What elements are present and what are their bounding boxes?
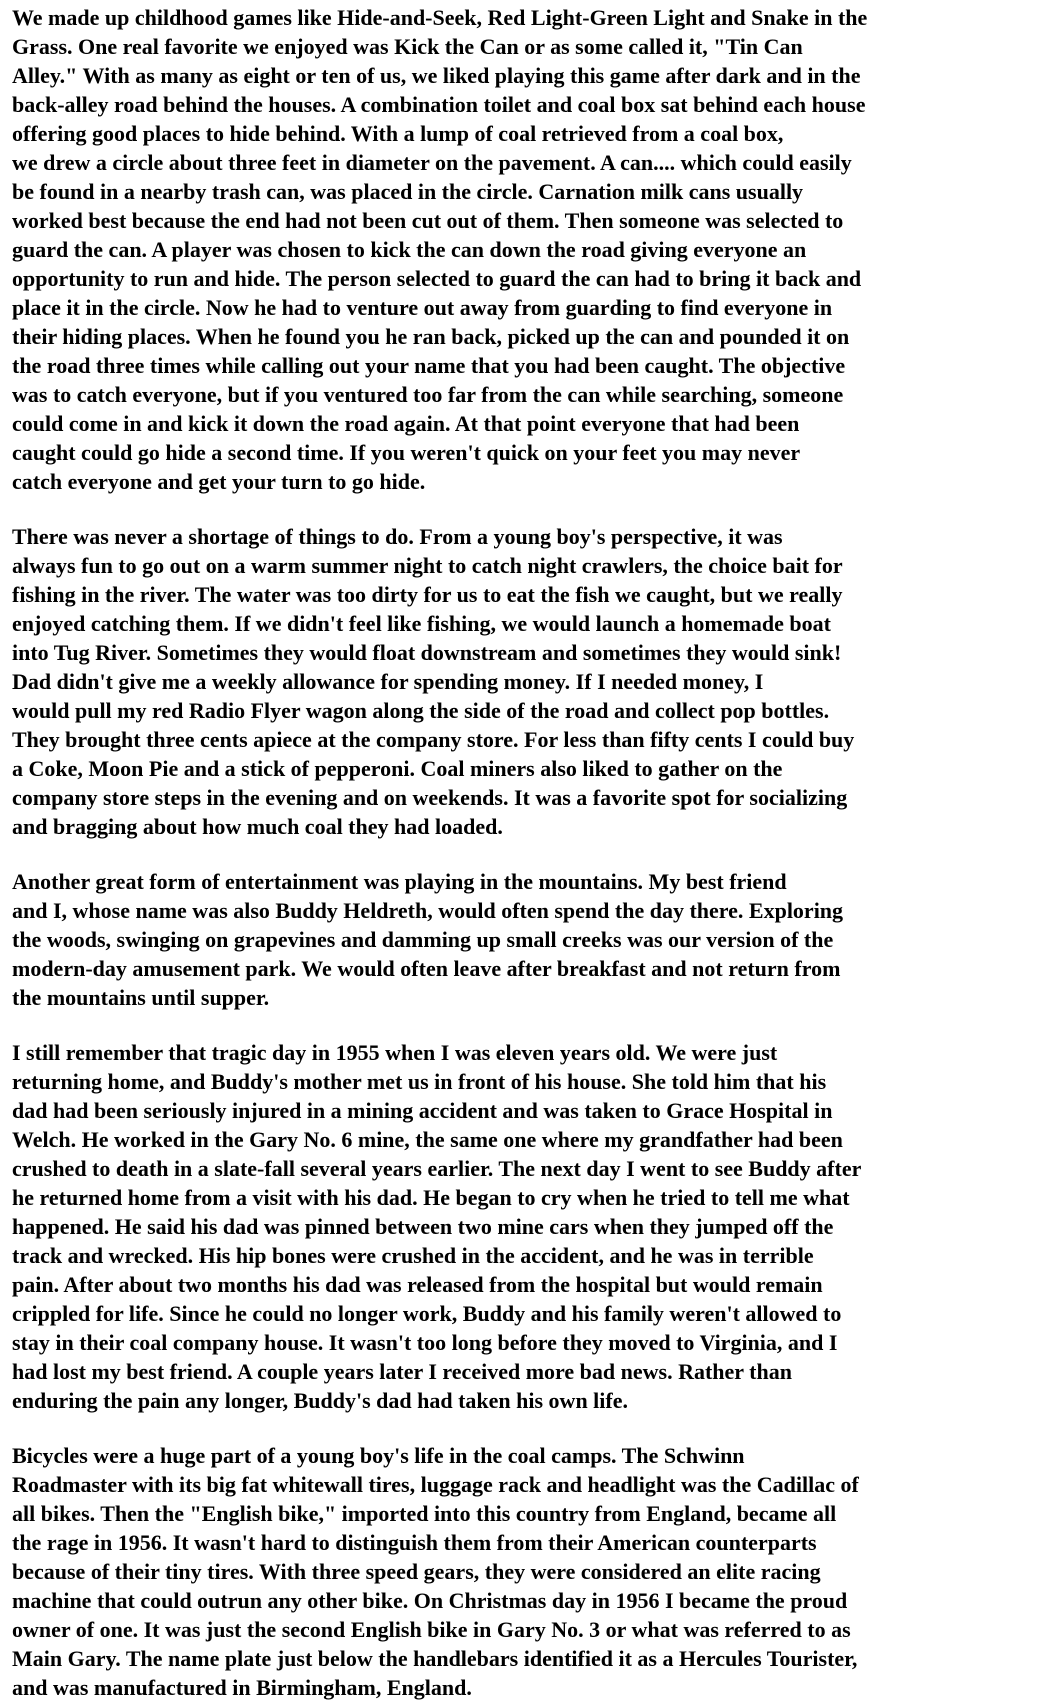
text-line: the mountains until supper. xyxy=(12,985,270,1010)
text-line: pain. After about two months his dad was released from the hospital but would remain xyxy=(12,1272,823,1297)
text-line: They brought three cents apiece at the company store. For less than fifty cents I could buy xyxy=(12,727,855,752)
text-line: offering good places to hide behind. With a lump of coal retrieved from a coal box, xyxy=(12,121,784,146)
text-line: always fun to go out on a warm summer night to catch night crawlers, the choice bait for xyxy=(12,553,843,578)
text-line: a Coke, Moon Pie and a stick of pepperoni. Coal miners also liked to gather on the xyxy=(12,756,783,781)
text-line: the rage in 1956. It wasn't hard to distinguish them from their American counterparts xyxy=(12,1530,817,1555)
text-line: worked best because the end had not been cut out of them. Then someone was selected to xyxy=(12,208,844,233)
text-line: place it in the circle. Now he had to venture out away from guarding to find everyone in xyxy=(12,295,833,320)
text-line: and bragging about how much coal they had loaded. xyxy=(12,814,503,839)
text-line: I still remember that tragic day in 1955 when I was eleven years old. We were just xyxy=(12,1040,778,1065)
text-line: Alley." With as many as eight or ten of us, we liked playing this game after dark and in the xyxy=(12,63,861,88)
text-line: owner of one. It was just the second English bike in Gary No. 3 or what was referred to as xyxy=(12,1617,851,1642)
text-line: the woods, swinging on grapevines and damming up small creeks was our version of the xyxy=(12,927,834,952)
text-line: enduring the pain any longer, Buddy's dad had taken his own life. xyxy=(12,1388,628,1413)
paragraph-mountains xyxy=(12,867,1040,1012)
text-line: guard the can. A player was chosen to kick the can down the road giving everyone an xyxy=(12,237,807,262)
text-line: and I, whose name was also Buddy Heldreth, would often spend the day there. Exploring xyxy=(12,898,844,923)
text-line: machine that could outrun any other bike. On Christmas day in 1956 I became the proud xyxy=(12,1588,848,1613)
text-line: back-alley road behind the houses. A combination toilet and coal box sat behind each house xyxy=(12,92,866,117)
text-line: company store steps in the evening and on weekends. It was a favorite spot for socializing xyxy=(12,785,848,810)
text-line: enjoyed catching them. If we didn't feel like fishing, we would launch a homemade boat xyxy=(12,611,831,636)
text-line: because of their tiny tires. With three speed gears, they were considered an elite racing xyxy=(12,1559,821,1584)
text-line: stay in their coal company house. It wasn't too long before they moved to Virginia, and I xyxy=(12,1330,838,1355)
text-line: Roadmaster with its big fat whitewall tires, luggage rack and headlight was the Cadillac of xyxy=(12,1472,859,1497)
text-line: be found in a nearby trash can, was placed in the circle. Carnation milk cans usually xyxy=(12,179,804,204)
text-line: had lost my best friend. A couple years later I received more bad news. Rather than xyxy=(12,1359,792,1384)
text-line: happened. He said his dad was pinned between two mine cars when they jumped off the xyxy=(12,1214,834,1239)
text-line: Bicycles were a huge part of a young boy's life in the coal camps. The Schwinn xyxy=(12,1443,745,1468)
text-line: dad had been seriously injured in a mining accident and was taken to Grace Hospital in xyxy=(12,1098,833,1123)
text-line: into Tug River. Sometimes they would float downstream and sometimes they would sink! xyxy=(12,640,842,665)
paragraph-things-to-do xyxy=(12,522,1040,841)
text-line: Main Gary. The name plate just below the handlebars identified it as a Hercules Tourister, xyxy=(12,1646,858,1671)
text-line: opportunity to run and hide. The person selected to guard the can had to bring it back and xyxy=(12,266,862,291)
text-line: Welch. He worked in the Gary No. 6 mine, the same one where my grandfather had been xyxy=(12,1127,843,1152)
text-line: their hiding places. When he found you he ran back, picked up the can and pounded it on xyxy=(12,324,850,349)
text-line: we drew a circle about three feet in diameter on the pavement. A can.... which could easily xyxy=(12,150,852,175)
text-line: all bikes. Then the "English bike," imported into this country from England, became all xyxy=(12,1501,837,1526)
text-line: track and wrecked. His hip bones were crushed in the accident, and he was in terrible xyxy=(12,1243,814,1268)
text-line: We made up childhood games like Hide-and-Seek, Red Light-Green Light and Snake in the xyxy=(12,5,868,30)
text-line: There was never a shortage of things to do. From a young boy's perspective, it was xyxy=(12,524,783,549)
text-line: Dad didn't give me a weekly allowance for spending money. If I needed money, I xyxy=(12,669,764,694)
text-line: fishing in the river. The water was too dirty for us to eat the fish we caught, but we really xyxy=(12,582,843,607)
paragraph-kick-the-can xyxy=(12,3,1040,496)
text-line: catch everyone and get your turn to go hide. xyxy=(12,469,426,494)
text-line: and was manufactured in Birmingham, England. xyxy=(12,1675,472,1700)
text-line: was to catch everyone, but if you ventured too far from the can while searching, someone xyxy=(12,382,844,407)
text-line: Grass. One real favorite we enjoyed was Kick the Can or as some called it, "Tin Can xyxy=(12,34,803,59)
text-line: he returned home from a visit with his dad. He began to cry when he tried to tell me what xyxy=(12,1185,850,1210)
text-line: Another great form of entertainment was playing in the mountains. My best friend xyxy=(12,869,787,894)
text-line: modern-day amusement park. We would often leave after breakfast and not return from xyxy=(12,956,841,981)
paragraph-bicycles xyxy=(12,1441,1040,1702)
text-line: crushed to death in a slate-fall several years earlier. The next day I went to see Buddy after xyxy=(12,1156,862,1181)
paragraph-tragic-day xyxy=(12,1038,1040,1415)
text-line: would pull my red Radio Flyer wagon along the side of the road and collect pop bottles. xyxy=(12,698,830,723)
text-line: crippled for life. Since he could no longer work, Buddy and his family weren't allowed to xyxy=(12,1301,842,1326)
text-line: returning home, and Buddy's mother met us in front of his house. She told him that his xyxy=(12,1069,827,1094)
text-line: could come in and kick it down the road again. At that point everyone that had been xyxy=(12,411,800,436)
text-line: the road three times while calling out your name that you had been caught. The objective xyxy=(12,353,846,378)
text-line: caught could go hide a second time. If you weren't quick on your feet you may never xyxy=(12,440,801,465)
